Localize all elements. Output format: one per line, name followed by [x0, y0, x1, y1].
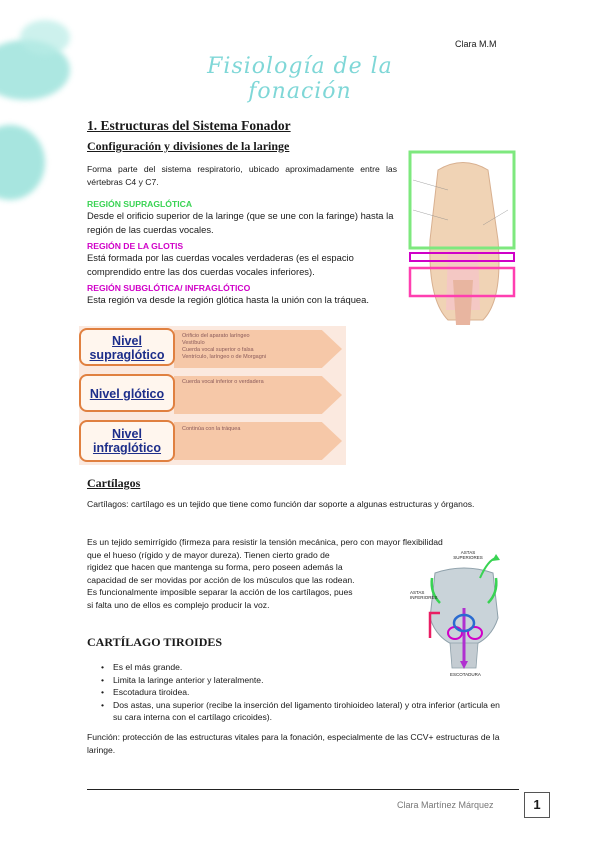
level-notes-supraglotico — [182, 333, 266, 361]
region-label: REGIÓN SUPRAGLÓTICA — [87, 199, 193, 209]
watercolor-decoration-top2 — [20, 20, 70, 55]
level-label: Nivel infraglótico — [92, 427, 162, 455]
footer-name: Clara Martínez Márquez — [397, 800, 494, 810]
page-number: 1 — [533, 797, 541, 812]
label-astas-inferiores: ASTAS INFERIORES — [410, 590, 438, 600]
region-supraglotica — [87, 199, 405, 237]
paragraph-line: que el hueso (rígido y de mayor dureza). Tienen cierto grado de — [87, 549, 330, 560]
level-note: Continúa con la tráquea — [182, 426, 241, 432]
levels-diagram — [79, 326, 346, 465]
paragraph-line: si falta uno de ellos es complejo producir la voz. — [87, 599, 270, 610]
watercolor-decoration-left — [0, 125, 45, 200]
level-note: Orificio del aparato laríngeo — [182, 333, 250, 339]
level-note: Cuerda vocal superior o falsa — [182, 347, 254, 353]
region-text: Desde el orificio superior de la laringe (que se une con la faringe) hasta la región de las cuerdas vocales. — [87, 210, 394, 235]
region-text: Está formada por las cuerdas vocales verdaderas (es el espacio comprendido entre las dos cuerdas vocales inferiores). — [87, 252, 354, 277]
level-notes-glotico — [182, 379, 264, 386]
level-box-infraglotico — [79, 420, 175, 462]
header-author: Clara M.M — [455, 39, 497, 49]
region-subglotica — [87, 283, 405, 307]
paragraph-line: Es funcionalmente imposible separar la acción de los cartílagos, pues — [87, 587, 353, 597]
level-notes-infraglotico — [182, 426, 240, 433]
thyroid-cartilage-figure — [410, 548, 518, 678]
region-glotis — [87, 241, 405, 279]
footer-page-number-box — [524, 792, 550, 818]
level-label: Nivel glótico — [89, 387, 165, 401]
larynx-illustration — [408, 150, 518, 330]
intro-paragraph: Forma parte del sistema respiratorio, ubicado aproximadamente entre las vértebras C4 y C7. — [87, 164, 397, 187]
level-note: Cuerda vocal inferior o verdadera — [182, 379, 264, 385]
level-label: Nivel supraglótico — [89, 334, 165, 362]
paragraph-line: capacidad de ser movidas por acción de los músculos que las rodean. — [87, 574, 355, 585]
larynx-figure — [408, 150, 518, 330]
list-item: • Es el más grande. — [87, 661, 507, 674]
level-box-glotico — [79, 374, 175, 412]
list-item: • Escotadura tiroidea. — [87, 686, 507, 699]
cartilagos-paragraph-1: Cartílagos: cartílago es un tejido que tiene como función dar soporte a algunas estructuras y órganos. — [87, 499, 475, 509]
tiroides-title: CARTÍLAGO TIROIDES — [87, 635, 223, 649]
list-item: • Dos astas, una superior (recibe la inserción del ligamento tirohioideo lateral) y otra inferior (articula en su cara interna con el cartílago cricoides). — [87, 699, 507, 724]
region-text: Esta región va desde la región glótica hasta la unión con la tráquea. — [87, 294, 369, 305]
page-title: Fisiología de la fonación — [207, 54, 393, 104]
level-note: Ventrículo, laríngeo o de Morgagni — [182, 354, 267, 360]
tiroides-bullet-list — [87, 661, 507, 724]
section-subtitle: Configuración y divisiones de la laringe — [87, 139, 290, 153]
section-title: 1. Estructuras del Sistema Fonador — [87, 118, 291, 133]
thyroid-illustration — [410, 548, 518, 678]
footer-rule — [87, 789, 519, 790]
paragraph-line: rigidez que hacen que mantenga su forma, pero poseen además la — [87, 562, 343, 572]
label-escotadura: ESCOTADURA — [450, 672, 481, 677]
region-label: REGIÓN DE LA GLOTIS — [87, 241, 184, 251]
label-astas-superiores: ASTAS SUPERIORES — [453, 550, 483, 560]
region-label: REGIÓN SUBGLÓTICA/ INFRAGLÓTICO — [87, 283, 251, 293]
level-box-supraglotico — [79, 328, 175, 366]
level-note: Vestíbulo — [182, 340, 205, 346]
list-item: • Limita la laringe anterior y lateralmente. — [87, 674, 507, 687]
tiroides-function: Función: protección de las estructuras vitales para la fonación, especialmente de las CCV+ estructuras de la laringe. — [87, 732, 500, 755]
cartilagos-title: Cartílagos — [87, 476, 141, 490]
paragraph-line: Es un tejido semirrígido (firmeza para resistir la tensión mecánica, pero con mayor flexibilidad — [87, 537, 443, 547]
